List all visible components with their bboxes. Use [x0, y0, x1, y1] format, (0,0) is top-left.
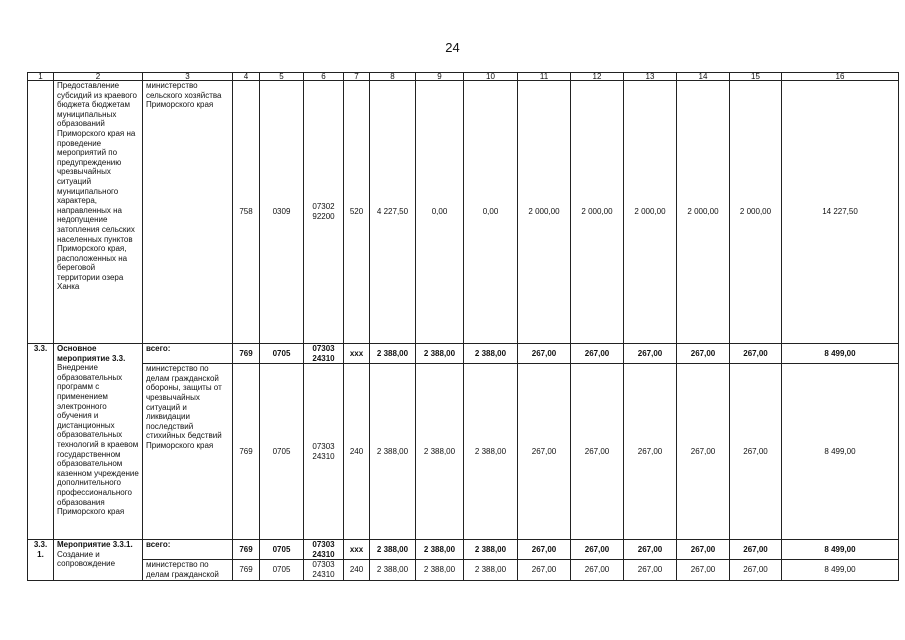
total-amount: 8 499,00 [782, 364, 899, 540]
grbs-code: 769 [233, 540, 260, 560]
amount-cell: 267,00 [677, 560, 730, 580]
amount-cell: 2 388,00 [464, 364, 518, 540]
activity-name [54, 344, 143, 540]
header-cell: 2 [54, 73, 143, 81]
amount-cell: 2 388,00 [416, 364, 464, 540]
expense-type: 240 [344, 364, 370, 540]
amount-cell: 267,00 [677, 344, 730, 364]
expense-type: 240 [344, 560, 370, 580]
activity-title: Основное мероприятие 3.3. [57, 344, 126, 363]
amount-cell: 267,00 [518, 364, 571, 540]
amount-cell: 267,00 [571, 344, 624, 364]
table-row [28, 560, 899, 580]
amount-cell: 2 388,00 [370, 560, 416, 580]
amount-cell: 267,00 [624, 540, 677, 560]
grbs-code: 758 [233, 81, 260, 344]
amount-cell: 2 388,00 [416, 540, 464, 560]
amount-cell: 2 388,00 [370, 540, 416, 560]
row-number: 3.3. [28, 344, 54, 540]
amount-cell: 2 388,00 [416, 344, 464, 364]
header-cell: 14 [677, 73, 730, 81]
header-cell: 15 [730, 73, 782, 81]
amount-cell: 2 000,00 [730, 81, 782, 344]
header-cell: 11 [518, 73, 571, 81]
target-code-part: 07303 [312, 344, 335, 353]
expense-type: xxx [344, 540, 370, 560]
row-number [28, 81, 54, 344]
amount-cell: 267,00 [624, 364, 677, 540]
amount-cell: 2 000,00 [518, 81, 571, 344]
table-row [28, 81, 899, 344]
amount-cell: 2 000,00 [677, 81, 730, 344]
grbs-code: 769 [233, 364, 260, 540]
header-cell: 3 [143, 73, 233, 81]
amount-cell: 2 388,00 [464, 344, 518, 364]
section-code: 0705 [260, 540, 304, 560]
amount-cell: 4 227,50 [370, 81, 416, 344]
executor: министерство по делам гражданской обороны, защиты от чрезвычайных ситуаций и ликвидации последствий стихийных бедствий Приморского края [143, 364, 233, 540]
header-cell: 13 [624, 73, 677, 81]
amount-cell: 267,00 [677, 364, 730, 540]
section-code: 0705 [260, 344, 304, 364]
expense-type: 520 [344, 81, 370, 344]
executor-total: всего: [143, 540, 233, 560]
header-row [28, 73, 899, 81]
target-code-part: 07303 [312, 442, 335, 452]
header-cell: 7 [344, 73, 370, 81]
row-number: 3.3. 1. [28, 540, 54, 580]
total-amount: 8 499,00 [782, 560, 899, 580]
activity-description: Создание и сопровождение [57, 549, 116, 569]
header-cell: 5 [260, 73, 304, 81]
target-code-part: 24310 [312, 549, 335, 559]
header-cell: 6 [304, 73, 344, 81]
target-code [304, 344, 344, 364]
executor: министерство по делам гражданской [143, 560, 233, 580]
target-code-part: 92200 [312, 212, 335, 221]
header-cell: 16 [782, 73, 899, 81]
target-code [304, 560, 344, 580]
amount-cell: 2 000,00 [624, 81, 677, 344]
header-cell: 4 [233, 73, 260, 81]
total-amount: 14 227,50 [782, 81, 899, 344]
activity-title: Мероприятие 3.3.1. [57, 540, 133, 550]
activity-name [54, 540, 143, 580]
target-code-part: 24310 [312, 353, 335, 363]
target-code-part: 24310 [312, 451, 335, 461]
amount-cell: 0,00 [416, 81, 464, 344]
amount-cell: 267,00 [624, 560, 677, 580]
table-row [28, 364, 899, 540]
header-cell: 10 [464, 73, 518, 81]
target-code-part: 07303 [312, 540, 335, 550]
header-cell: 8 [370, 73, 416, 81]
budget-table [27, 72, 899, 581]
total-amount: 8 499,00 [782, 540, 899, 560]
page-number: 24 [445, 40, 460, 55]
amount-cell: 0,00 [464, 81, 518, 344]
amount-cell: 267,00 [730, 560, 782, 580]
amount-cell: 267,00 [624, 344, 677, 364]
amount-cell: 267,00 [571, 560, 624, 580]
activity-description: Внедрение образовательных программ с применением электронного обучения и дистанционных образовательных технологий в краевом государственном образовательном казенном учреждение дополнительного профессионального образования Приморского края [57, 363, 139, 517]
target-code-part: 24310 [312, 569, 335, 579]
amount-cell: 2 000,00 [571, 81, 624, 344]
header-cell: 9 [416, 73, 464, 81]
grbs-code: 769 [233, 344, 260, 364]
amount-cell: 267,00 [677, 540, 730, 560]
amount-cell: 267,00 [571, 540, 624, 560]
executor-total: всего: [143, 344, 233, 364]
amount-cell: 2 388,00 [370, 344, 416, 364]
table-row-total [28, 540, 899, 560]
section-code: 0705 [260, 560, 304, 580]
expense-type: xxx [344, 344, 370, 364]
amount-cell: 2 388,00 [416, 560, 464, 580]
amount-cell: 267,00 [730, 364, 782, 540]
target-code [304, 81, 344, 344]
amount-cell: 267,00 [730, 344, 782, 364]
target-code [304, 540, 344, 560]
amount-cell: 267,00 [518, 560, 571, 580]
target-code-part: 07302 [312, 202, 335, 212]
activity-name: Предоставление субсидий из краевого бюджета бюджетам муниципальных образований Приморского края на проведение мероприятий по предупреждению чрезвычайных ситуаций муниципального характера, направленных на недопущение затопления сельских населенных пунктов Приморского края, расположенных на береговой территории озера Ханка [54, 81, 143, 344]
amount-cell: 267,00 [518, 540, 571, 560]
header-cell: 12 [571, 73, 624, 81]
amount-cell: 267,00 [571, 364, 624, 540]
total-amount: 8 499,00 [782, 344, 899, 364]
amount-cell: 2 388,00 [370, 364, 416, 540]
section-code: 0309 [260, 81, 304, 344]
section-code: 0705 [260, 364, 304, 540]
executor: министерство сельского хозяйства Приморского края [143, 81, 233, 344]
amount-cell: 267,00 [730, 540, 782, 560]
target-code [304, 364, 344, 540]
amount-cell: 2 388,00 [464, 540, 518, 560]
header-cell: 1 [28, 73, 54, 81]
amount-cell: 267,00 [518, 344, 571, 364]
table-row-total [28, 344, 899, 364]
grbs-code: 769 [233, 560, 260, 580]
target-code-part: 07303 [312, 560, 335, 570]
amount-cell: 2 388,00 [464, 560, 518, 580]
